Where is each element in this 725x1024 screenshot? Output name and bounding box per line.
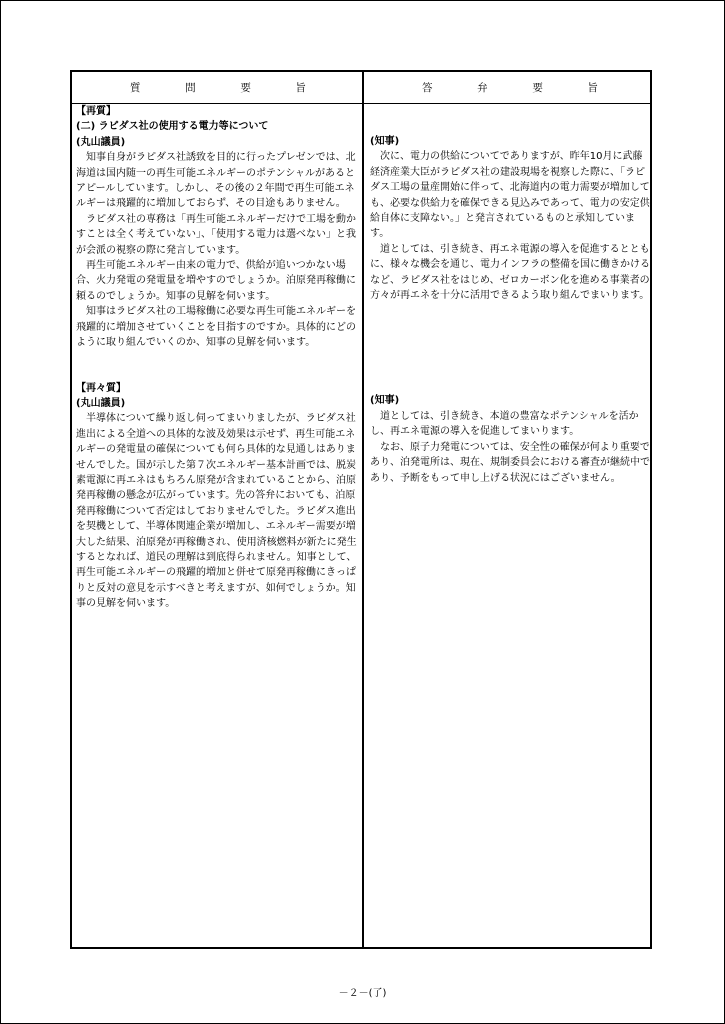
header-char: 答 <box>422 82 433 94</box>
table-header <box>72 72 650 104</box>
header-answer-summary <box>422 72 598 103</box>
header-char: 要 <box>532 82 543 94</box>
section-tag: 【再質】 <box>76 106 116 117</box>
header-char: 旨 <box>587 82 598 94</box>
question-paragraph: 知事自身がラピダス社誘致を目的に行ったプレゼンでは、北海道は国内随一の再生可能エネルギーのポテンシャルがあるとアピールしています。しかし、その後の２年間で再生可能エネルギーは飛躍的に増加しておらず、その目途もありません。 <box>76 152 356 210</box>
answer-column <box>370 104 652 947</box>
question-paragraph: 知事はラピダス社の工場稼働に必要な再生可能エネルギーを飛躍的に増加させていくことを目指すのですか。具体的にどのように取り組んでいくのか、知事の見解を伺います。 <box>76 306 356 349</box>
header-char: 問 <box>185 82 196 94</box>
column-divider <box>362 72 364 947</box>
speaker-label: (知事) <box>370 136 400 147</box>
question-paragraph: ラピダス社の専務は「再生可能エネルギーだけで工場を動かすことは全く考えていない」、「使用する電力は選べない」と我が会派の視察の際に発言しています。 <box>76 213 356 256</box>
question-paragraph: 再生可能エネルギー由来の電力で、供給が追いつかない場合、火力発電の発電量を増やすのでしょうか。泊原発再稼働に頼るのでしょうか。知事の見解を伺います。 <box>76 260 356 302</box>
header-char: 要 <box>240 82 251 94</box>
answer-paragraph: なお、原子力発電については、安全性の確保が何より重要であり、泊発電所は、現在、規制委員会における審査が継続中であり、予断をもって申し上げる状況にはございません。 <box>370 441 650 484</box>
answer-paragraph: 道としては、引き続き、本道の豊富なポテンシャルを活かし、再エネ電源の導入を促進してまいります。 <box>370 410 639 438</box>
speaker-label: (丸山議員) <box>76 397 126 409</box>
header-char: 質 <box>130 82 141 94</box>
section-tag: 【再々質】 <box>76 382 126 394</box>
qa-table <box>70 70 652 949</box>
page-number: －２－(了) <box>338 988 387 999</box>
answer-paragraph: 道としては、引き続き、再エネ電源の導入を促進するとともに、様々な機会を通じ、電力インフラの整備を国に働きかけるなど、ラピダス社をはじめ、ゼロカーボン化を進める事業者の方々が再エネを十分に活用できるよう取り組んでまいります。 <box>370 243 650 302</box>
header-char: 弁 <box>477 82 488 94</box>
question-paragraph: 半導体について繰り返し伺ってまいりましたが、ラピダス社進出による全道への具体的な波及効果は示せず、再生可能エネルギーの発電量の確保についても何ら具体的な見通しはありませんでした。国が示した第７次エネルギー基本計画では、脱炭素電源に再エネはもちろん原発が含まれていることから、泊原発再稼働の懸念が広がっています。先の答弁においても、泊原発再稼働について否定はしておりませんでした。ラピダス進出を契機として、半導体関連企業が増加し、エネルギー需要が増大した結果、泊原発が再稼働され、使用済核燃料が新たに発生するとなれば、道民の理解は到底得られません。知事として、再生可能エネルギーの飛躍的増加と併せて原発再稼働にきっぱりと反対の意見を示すべきと考えますが、如何でしょうか。知事の見解を伺います。 <box>76 413 357 610</box>
header-char: 旨 <box>295 82 306 94</box>
section-title: (二) ラピダス社の使用する電力等について <box>76 121 269 133</box>
answer-paragraph: 次に、電力の供給についてでありますが、昨年10月に武藤経済産業大臣がラピダス社の建設現場を視察した際に、「ラピダス工場の量産開始に伴って、北海道内の電力需要が増加しても、必要な供給力を確保できる見込みであって、電力の安定供給自体に支障ない。」と発言されているものと承知しています。 <box>370 151 650 240</box>
speaker-label: (丸山議員) <box>76 136 126 148</box>
speaker-label: (知事) <box>370 395 400 407</box>
question-column <box>76 104 360 947</box>
header-question-summary <box>130 72 306 103</box>
